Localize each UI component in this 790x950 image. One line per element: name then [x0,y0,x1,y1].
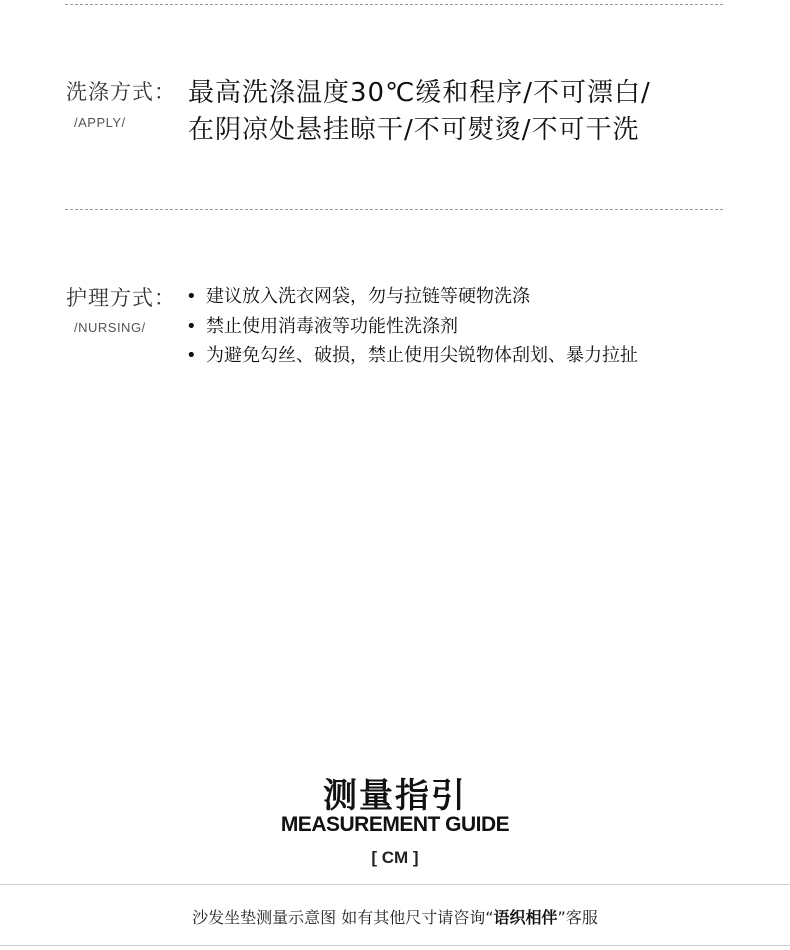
guide-subtitle: MEASUREMENT GUIDE [280,813,510,836]
footer-bottom-rule [0,945,790,946]
wash-instruction-line-1: 最高洗涤温度30℃缓和程序/不可漂白/ [188,78,651,108]
footer-brand: 语织相伴 [493,908,558,927]
bullet-icon: • [186,345,197,366]
care-item [186,312,458,338]
guide-title: 测量指引 [323,776,467,816]
bullet-icon: • [186,286,197,307]
wash-instruction-line-2: 在阴凉处悬挂晾干/不可熨烫/不可干洗 [188,115,640,145]
care-item-text: 建议放入洗衣网袋，勿与拉链等硬物洗涤 [206,286,530,307]
care-sublabel: /NURSING/ [74,320,146,335]
wash-label: 洗涤方式： [66,80,176,104]
care-item [186,282,530,308]
footer-note [0,905,790,928]
care-item-text: 禁止使用消毒液等功能性洗涤剂 [206,316,458,337]
guide-unit: [ CM ] [371,848,419,867]
bullet-icon: • [186,316,197,337]
top-divider [65,4,723,5]
footer-prefix: 沙发坐垫测量示意图 如有其他尺寸请咨询“ [192,908,494,927]
care-label: 护理方式： [66,286,176,310]
wash-sublabel: /APPLY/ [74,115,126,130]
footer-top-rule [0,884,790,885]
care-item [186,341,638,367]
care-item-text: 为避免勾丝、破损，禁止使用尖锐物体刮划、暴力拉扯 [206,345,638,366]
middle-divider [65,209,723,210]
footer-suffix: ”客服 [557,908,598,927]
